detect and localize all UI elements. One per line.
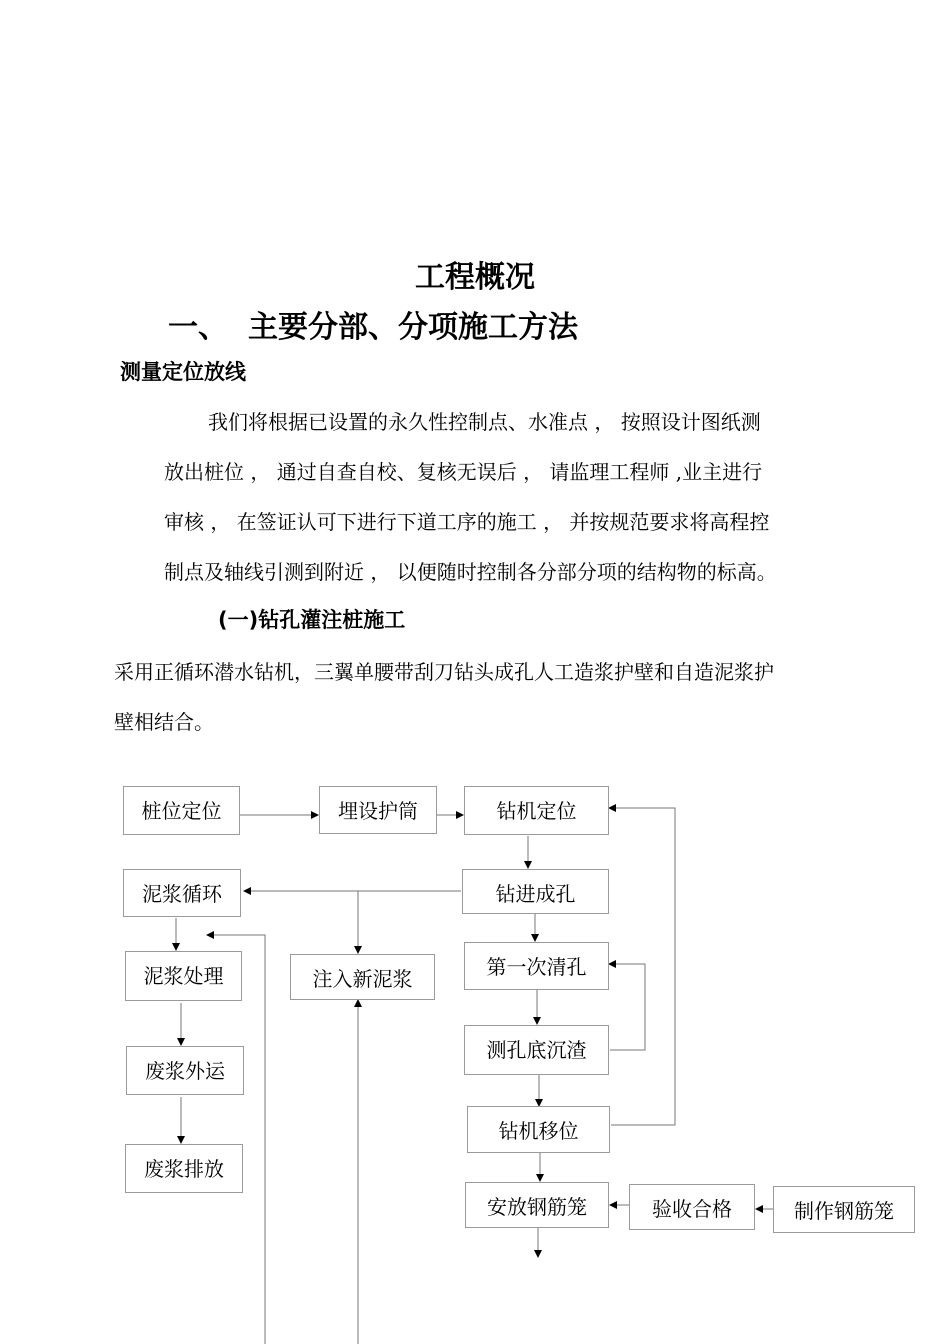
section-title: 主要分部、分项施工方法 [248, 310, 578, 345]
drilling-line: 采用正循环潜水钻机，三翼单腰带刮刀钻头成孔人工造浆护壁和自造泥浆护 [114, 660, 774, 684]
flow-box-waste-discharge: 废浆排放 [125, 1144, 243, 1193]
flow-box-bury-casing: 埋设护筒 [319, 786, 437, 834]
loop-relocate-to-rig [609, 808, 675, 1125]
paragraph-line: 审核 ， 在签证认可下进行下道工序的施工 ， 并按规范要求将高程控 [164, 510, 770, 534]
drilling-line: 壁相结合。 [114, 710, 214, 734]
flow-box-inject-mud: 注入新泥浆 [290, 954, 435, 1000]
flow-box-rig-relocation: 钻机移位 [467, 1106, 610, 1153]
section-number: 一、 [168, 310, 228, 345]
flow-box-make-cage: 制作钢筋笼 [773, 1186, 915, 1233]
flow-box-acceptance: 验收合格 [629, 1184, 755, 1230]
flow-box-rig-positioning: 钻机定位 [464, 786, 609, 835]
drilling-heading: (一)钻孔灌注桩施工 [218, 608, 406, 632]
paragraph-line: 放出桩位 ， 通过自查自校、复核无误后 ， 请监理工程师 ,业主进行 [164, 460, 763, 484]
flow-box-measure-sediment: 测孔底沉渣 [464, 1025, 609, 1075]
subsection-heading: 测量定位放线 [120, 360, 246, 384]
paragraph-line: 制点及轴线引测到附近 ， 以便随时控制各分部分项的结构物的标高。 [164, 560, 777, 584]
page-title: 工程概况 [415, 260, 535, 295]
flow-box-place-cage: 安放钢筋笼 [465, 1182, 609, 1228]
paragraph-line: 我们将根据已设置的永久性控制点、水准点 ， 按照设计图纸测 [208, 410, 761, 434]
flow-box-mud-circulation: 泥浆循环 [123, 869, 241, 917]
flow-box-drill-hole: 钻进成孔 [462, 869, 609, 914]
flow-box-pile-positioning: 桩位定位 [123, 786, 240, 835]
flow-box-first-cleaning: 第一次清孔 [464, 942, 609, 990]
flow-box-waste-transport: 废浆外运 [126, 1046, 244, 1095]
loop-measure-to-clean [609, 964, 645, 1050]
flow-box-mud-treatment: 泥浆处理 [125, 951, 242, 1001]
